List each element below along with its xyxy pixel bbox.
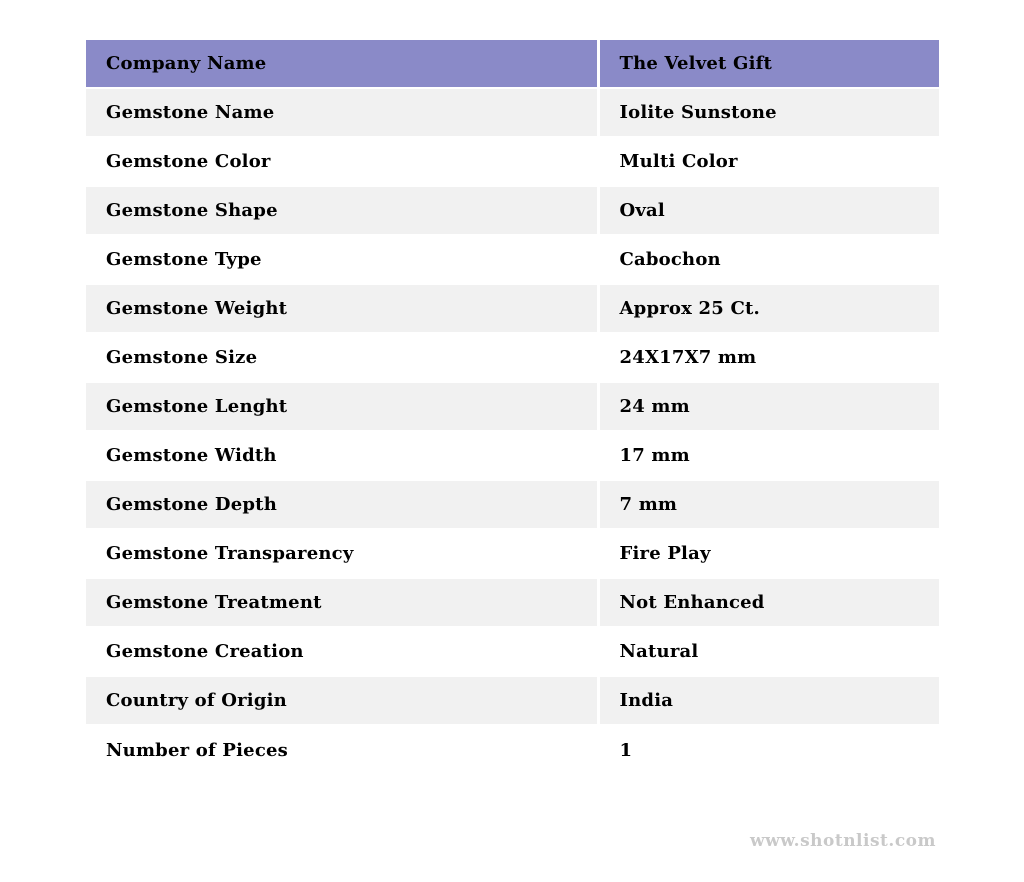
spec-value-cell: 17 mm <box>600 432 940 481</box>
spec-value-cell: Oval <box>600 187 940 236</box>
spec-value-cell: Iolite Sunstone <box>600 89 940 138</box>
header-label-cell: Company Name <box>86 40 600 89</box>
spec-value-cell: Approx 25 Ct. <box>600 285 940 334</box>
spec-label-cell: Gemstone Transparency <box>86 530 600 579</box>
spec-value-cell: Not Enhanced <box>600 579 940 628</box>
spec-label-cell: Gemstone Weight <box>86 285 600 334</box>
spec-value-cell: India <box>600 677 940 726</box>
spec-label-cell: Gemstone Depth <box>86 481 600 530</box>
table-row <box>86 579 939 628</box>
spec-label-cell: Gemstone Width <box>86 432 600 481</box>
table-row <box>86 530 939 579</box>
spec-value-cell: Multi Color <box>600 138 940 187</box>
spec-label-cell: Number of Pieces <box>86 726 600 775</box>
table-row <box>86 726 939 775</box>
spec-value-cell: 24 mm <box>600 383 940 432</box>
spec-label-cell: Gemstone Size <box>86 334 600 383</box>
spec-label-cell: Gemstone Type <box>86 236 600 285</box>
gemstone-spec-table <box>86 40 939 775</box>
table-row <box>86 677 939 726</box>
spec-label-cell: Gemstone Color <box>86 138 600 187</box>
table-row <box>86 334 939 383</box>
table-row <box>86 236 939 285</box>
spec-value-cell: 7 mm <box>600 481 940 530</box>
table-row <box>86 432 939 481</box>
spec-value-cell: 1 <box>600 726 940 775</box>
spec-table-body <box>86 89 939 775</box>
table-row <box>86 285 939 334</box>
table-header-row <box>86 40 939 89</box>
spec-label-cell: Gemstone Creation <box>86 628 600 677</box>
spec-label-cell: Gemstone Lenght <box>86 383 600 432</box>
spec-value-cell: Natural <box>600 628 940 677</box>
table-row <box>86 138 939 187</box>
table-row <box>86 383 939 432</box>
header-value-cell: The Velvet Gift <box>600 40 940 89</box>
spec-label-cell: Country of Origin <box>86 677 600 726</box>
watermark-text: www.shotnlist.com <box>749 831 936 851</box>
table-row <box>86 187 939 236</box>
spec-value-cell: Fire Play <box>600 530 940 579</box>
spec-value-cell: 24X17X7 mm <box>600 334 940 383</box>
table-row <box>86 89 939 138</box>
spec-label-cell: Gemstone Shape <box>86 187 600 236</box>
table-row <box>86 481 939 530</box>
spec-label-cell: Gemstone Treatment <box>86 579 600 628</box>
spec-value-cell: Cabochon <box>600 236 940 285</box>
spec-label-cell: Gemstone Name <box>86 89 600 138</box>
table-row <box>86 628 939 677</box>
